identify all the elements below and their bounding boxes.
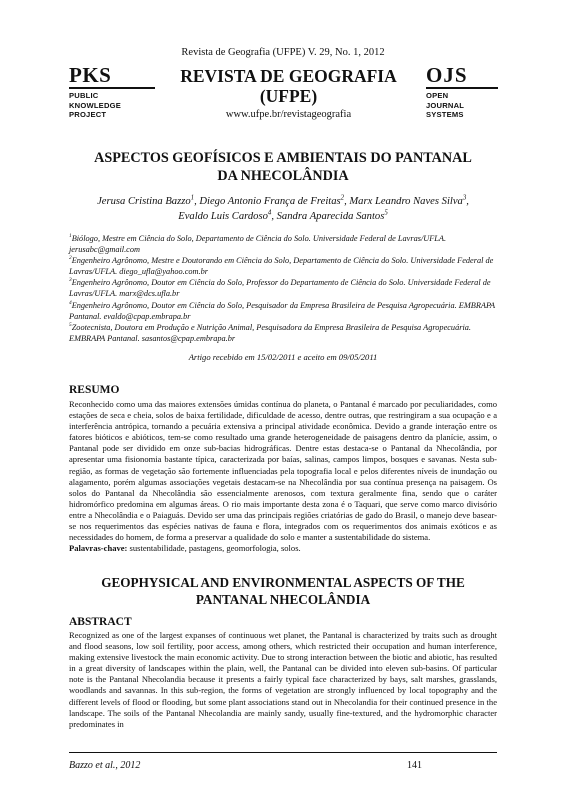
affiliation-sup: 4 (69, 299, 72, 306)
author-sup: 4 (267, 209, 272, 217)
ojs-logo (426, 64, 498, 120)
keywords-label: Palavras-chave: (69, 543, 128, 554)
author-name: Evaldo Luis Cardoso (178, 211, 268, 222)
author-line-2 (60, 209, 506, 224)
author-name: Diego Antonio França de Freitas (199, 196, 341, 207)
page-number: 141 (407, 760, 422, 771)
journal-url: www.ufpe.br/revistageografia (225, 109, 352, 120)
author-sup: 5 (384, 209, 388, 217)
ojs-line-3: SYSTEMS (426, 110, 464, 119)
pks-logo (69, 64, 155, 120)
journal-header (161, 66, 416, 122)
pks-line-2: KNOWLEDGE (69, 100, 122, 110)
author-name: Marx Leandro Naves Silva (349, 196, 463, 207)
english-title-line-1: GEOPHYSICAL AND ENVIRONMENTAL ASPECTS OF THE (101, 575, 465, 590)
affiliation-sup: 2 (69, 255, 72, 262)
pks-line-1: PUBLIC (69, 91, 99, 100)
article-title (60, 149, 506, 185)
affiliation-item (69, 300, 497, 322)
affiliation-text: Biólogo, Mestre em Ciência do Solo, Departamento de Ciência do Solo. Universidade Federal de Lavras/UFLA. jerusabc@gmail.com (69, 234, 447, 255)
ojs-logo-letters: OJS (426, 63, 468, 87)
article-title-line-2: DA NHECOLÂNDIA (217, 168, 349, 184)
journal-citation: Revista de Geografia (UFPE) V. 29, No. 1, 2012 (181, 47, 385, 58)
author-separator: , (344, 196, 350, 207)
footer-citation: Bazzo et al., 2012 (69, 760, 141, 771)
pks-line-3: PROJECT (69, 110, 107, 119)
ojs-line-2: JOURNAL (426, 100, 465, 110)
affiliation-item (69, 233, 497, 255)
abstract-heading: ABSTRACT (69, 616, 132, 628)
resumo-heading: RESUMO (69, 384, 120, 396)
resumo-section (69, 399, 497, 554)
article-title-line-1: ASPECTOS GEOFÍSICOS E AMBIENTAIS DO PANTANAL (94, 150, 472, 166)
affiliations (69, 233, 497, 344)
resumo-body: Reconhecido como uma das maiores extensões úmidas contínua do planeta, o Pantanal é marcado por peculiaridades, como estações de seca e cheia, solos de baixa fertilidade, dificuldade de acesso, dentre outras, que restringiram a sua ocupação e a interferência antrópica, tornando a pecuária extensiva a principal atividade econômica. Devido a grande interação entre os fatores bióticos e abióticos, tem-se como resultado uma grande heterogeneidade de paisagens dentro da planície, assim, o Pantanal pode ser dividido em onze sub-bacias hidrográficas. Dentre estas destaca-se o Pantanal da Nhecolândia, por apresentar uma fisionomia bastante típica, caracterizada por baías, salinas, campos limpos, bosques e savanas. Nesta sub-região, as formas de vegetação são fortemente influenciadas pela topografia local e pelos diferentes níveis de inundação ou alagamento, porém algumas associações vegetais destacam-se na Nhecolândia por sua contínua presença na paisagem. Os solos do Pantanal da Nhecolândia são essencialmente arenosos, com textura geralmente fina, sendo que o caráter hidromórfico predomina em algumas áreas. O rio mais importante desta zona é o Taquari, que serve como marco divisório entre a Nhecolândia e o Paiaguás. Devido ser uma das principais regiões criatórias de gado do Brasil, o manejo deve basear-se nos requerimentos das espécies nativas de fauna e flora, integrados com os requerimentos dos animais exóticos e as necessidades do homem, de forma a preservar a qualidade do solo e manter a sustentabilidade do sistema. (69, 399, 497, 543)
journal-title-sub: (UFPE) (259, 86, 318, 106)
affiliation-sup: 1 (69, 233, 72, 240)
pks-logo-letters: PKS (69, 63, 112, 87)
author-separator: , (194, 196, 200, 207)
english-title-line-2: PANTANAL NHECOLÂNDIA (195, 592, 371, 607)
affiliation-item (69, 322, 497, 344)
received-date: Artigo recebido em 15/02/2011 e aceito em 09/05/2011 (188, 352, 378, 362)
author-separator: , (271, 211, 277, 222)
affiliation-text: Engenheiro Agrônomo, Doutor em Ciência do Solo, Pesquisador da Empresa Brasileira de Pesquisa Agropecuária. EMBRAPA Pantanal. evaldo@cpap.embrapa.br (69, 300, 495, 321)
ojs-logo-rule (426, 87, 498, 89)
author-separator: , (466, 196, 469, 207)
footer-divider (69, 752, 497, 753)
abstract-body: Recognized as one of the largest expanses of continuous wet planet, the Pantanal is characterized by traits such as drought and flood seasons, low soil fertility, poor access, among others, which restricted their occupation and human interference, making extensive livestock the main economic activity. Due to strong interaction between the biotic and abiotic, has resulted in a great diversity of landscapes within the plain, well, the Pantanal can be divided into eleven sub-basins. Of particular note is the Pantanal Nhecolandia because it presents a fairly typical face characterized by bays, salt marshes, grasslands, woodlands and savannas. In this sub-region, the forms of vegetation are strongly influenced by local topography and the different levels of flood or flooding, but some plant associations stand out in Nhecolandia for their continued presence in the landscape. The soils of the Pantanal Nhecolandia are mainly sandy, usually fine-textured, and the hydromorphic character predominates in (69, 630, 497, 729)
keywords-text: sustentabilidade, pastagens, geomorfologia, solos. (127, 543, 301, 554)
journal-title: REVISTA DE GEOGRAFIA (180, 66, 397, 86)
author-sup: 1 (190, 194, 195, 202)
author-sup: 2 (340, 194, 345, 202)
author-name: Jerusa Cristina Bazzo (97, 196, 191, 207)
affiliation-sup: 5 (69, 321, 72, 328)
author-list (60, 194, 506, 224)
affiliation-item (69, 277, 497, 299)
author-sup: 3 (462, 194, 467, 202)
pks-logo-rule (69, 87, 155, 89)
author-name: Sandra Aparecida Santos (276, 211, 385, 222)
affiliation-text: Engenheiro Agrônomo, Doutor em Ciência do Solo, Professor do Departamento de Ciência do Solo. Universidade Federal de Lavras/UFLA. marx@dcs.ufla.br (69, 278, 491, 299)
ojs-line-1: OPEN (426, 91, 449, 100)
affiliation-text: Zootecnista, Doutora em Produção e Nutrição Animal, Pesquisadora da Empresa Brasileira de Pesquisa Agropecuária. EMBRAPA Pantanal. sasantos@cpap.embrapa.br (69, 322, 471, 343)
affiliation-text: Engenheiro Agrônomo, Mestre e Doutorando em Ciência do Solo, Departamento de Ciência do Solo. Universidade Federal de Lavras/UFLA. diego_ufla@yahoo.com.br (69, 256, 494, 277)
english-title (60, 574, 506, 608)
affiliation-item (69, 255, 497, 277)
affiliation-sup: 3 (69, 277, 72, 284)
masthead (69, 64, 498, 134)
author-line-1 (60, 194, 506, 209)
keywords (69, 543, 497, 554)
